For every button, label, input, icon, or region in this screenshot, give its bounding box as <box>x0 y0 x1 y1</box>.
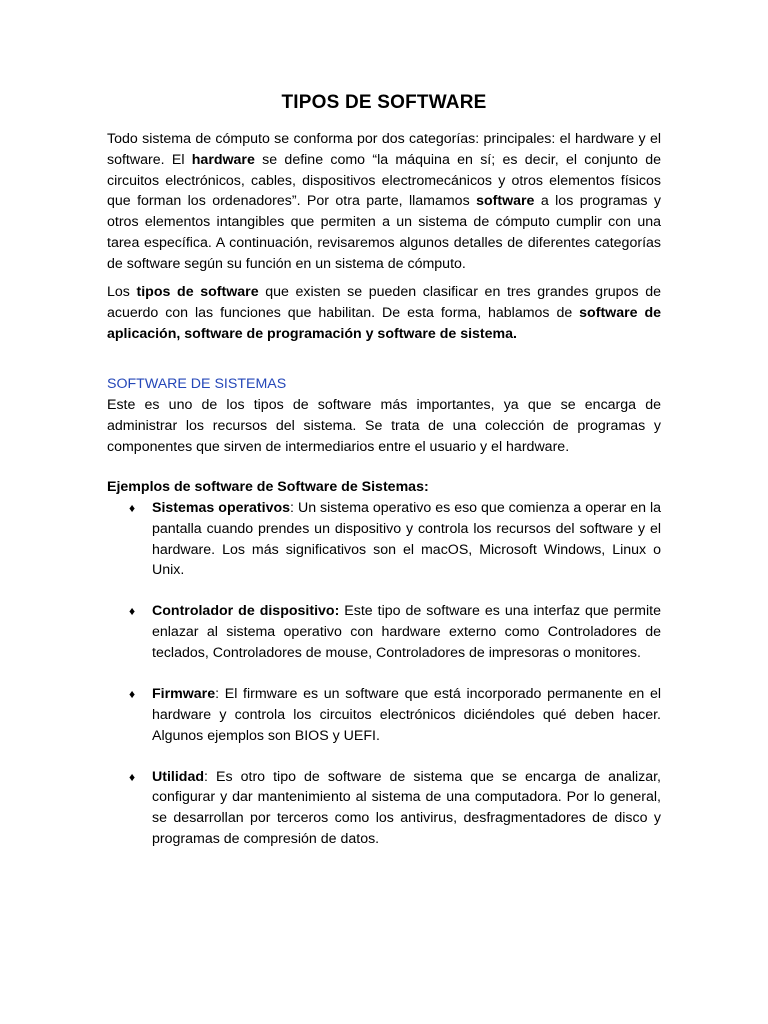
bullet-term: Sistemas operativos <box>152 500 291 516</box>
bullet-text: Este tipo de software es una interfaz que permite enlazar al sistema operativo con hardware externo como Controladores de teclados, Controladores de mouse, Controladores de impresoras o monitores. <box>152 603 661 661</box>
intro-text-1: Todo sistema de cómputo se conforma por dos categorías: principales: el hardware y el software. El <box>107 131 661 168</box>
intro-bold-software: software <box>476 193 535 210</box>
section-paragraph: Este es uno de los tipos de software más importantes, ya que se encarga de administrar los recursos del sistema. Se trata de una colección de programas y componentes que sirven de intermediarios entre el usuario y el hardware. <box>107 397 661 455</box>
intro-bold-hardware: hardware <box>191 151 255 168</box>
intro-paragraph <box>107 129 661 275</box>
types-paragraph <box>107 282 661 344</box>
bullet-text: : Es otro tipo de software de sistema que se encarga de analizar, configurar y dar mantenimiento al sistema de una computadora. Por lo general, se desarrollan por terceros como los antivirus, desfragmentadores de disco y programas de compresión de datos. <box>152 768 661 847</box>
page-title: TIPOS DE SOFTWARE <box>281 92 487 113</box>
diamond-bullet-icon: ♦ <box>129 501 136 515</box>
list-item <box>107 601 661 663</box>
types-text-1: Los <box>107 284 137 300</box>
list-item <box>107 767 661 850</box>
types-bold-2: software de aplicación, software de programación y software de sistema. <box>107 304 662 342</box>
intro-text-3: a los programas y otros elementos intangibles que permiten a un sistema de cómputo cumplir con una tarea específica. A continuación, revisaremos algunos detalles de diferentes categorías de software según su función en un sistema de cómputo. <box>107 193 662 272</box>
list-item <box>107 684 661 746</box>
intro-text-2: se define como “la máquina en sí; es decir, el conjunto de circuitos electrónicos, cables, dispositivos electromecánicos y otros elementos físicos que forman los ordenadores”. Por otra parte, llamamos <box>107 151 662 210</box>
bullet-text: : Un sistema operativo es eso que comienza a operar en la pantalla cuando prendes un dispositivo y controla los recursos del software y el hardware. Los más significativos son el macOS, Microsoft Windows, Linux o Unix. <box>152 500 662 579</box>
bullet-term: Controlador de dispositivo: <box>152 603 340 620</box>
types-text-2: que existen se pueden clasificar en tres grandes grupos de acuerdo con las funciones que habilitan. De esta forma, hablamos de <box>107 284 661 321</box>
examples-list <box>107 498 661 850</box>
examples-title: Ejemplos de software de Software de Sistemas: <box>107 479 429 495</box>
bullet-term: Utilidad <box>152 768 205 785</box>
types-bold-1: tipos de software <box>136 284 259 300</box>
bullet-term: Firmware <box>152 685 216 702</box>
diamond-bullet-icon: ♦ <box>129 604 136 619</box>
bullet-text: : El firmware es un software que está incorporado permanente en el hardware y controla los circuitos electrónicos diciéndoles qué deben hacer. Algunos ejemplos son BIOS y UEFI. <box>152 685 661 744</box>
diamond-bullet-icon: ♦ <box>129 686 136 701</box>
list-item <box>107 498 661 581</box>
section-heading: SOFTWARE DE SISTEMAS <box>107 376 287 392</box>
diamond-bullet-icon: ♦ <box>129 769 136 784</box>
